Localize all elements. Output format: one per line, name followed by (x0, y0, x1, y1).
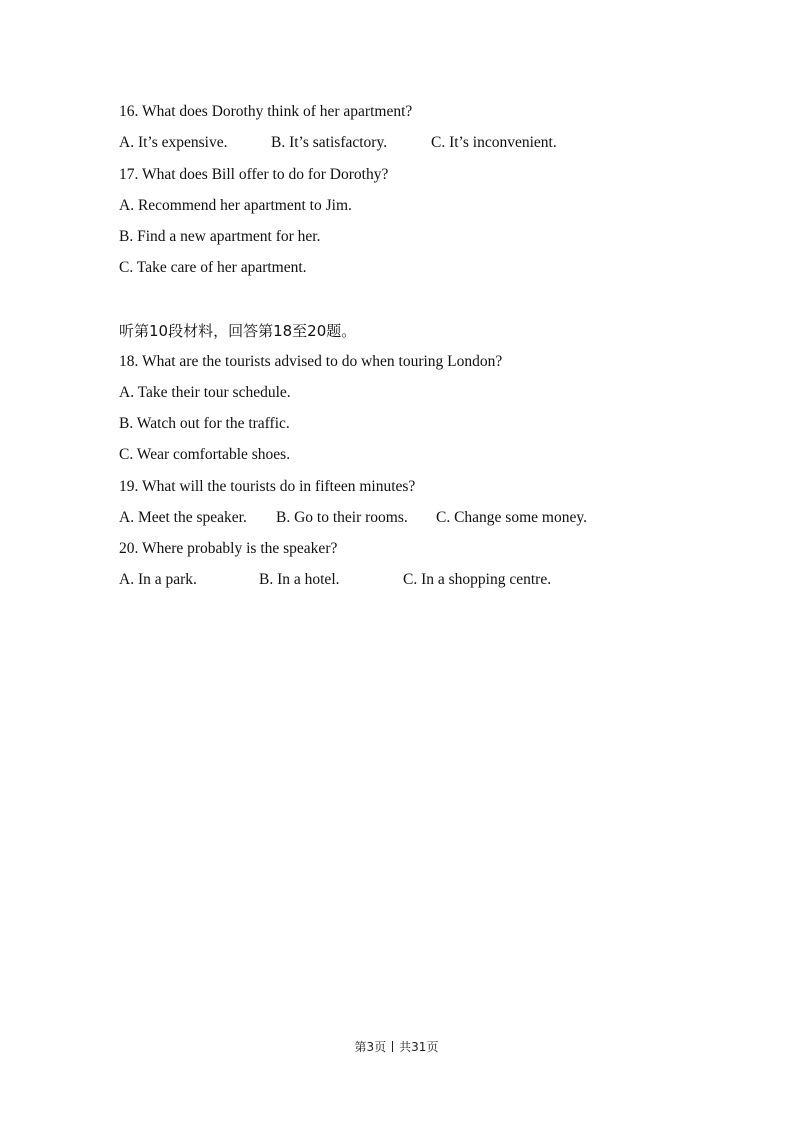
question-20-option-c: C. In a shopping centre. (403, 571, 552, 588)
question-20-option-b: B. In a hotel. (259, 571, 340, 588)
question-16-option-c: C. It’s inconvenient. (431, 134, 557, 151)
question-18-option-b: B. Watch out for the traffic. (119, 415, 290, 432)
question-20-option-a: A. In a park. (119, 571, 197, 588)
question-18: 18. What are the tourists advised to do when touring London? (119, 353, 503, 370)
question-20: 20. Where probably is the speaker? (119, 540, 338, 557)
question-18-option-a: A. Take their tour schedule. (119, 384, 291, 401)
question-17-option-b: B. Find a new apartment for her. (119, 228, 321, 245)
page-footer (0, 1039, 793, 1055)
section-instruction: 听第10段材料，回答第18至20题。 (119, 322, 357, 340)
question-17: 17. What does Bill offer to do for Dorothy? (119, 166, 389, 183)
page-number: 第3页 (354, 1040, 387, 1054)
question-17-option-a: A. Recommend her apartment to Jim. (119, 197, 352, 214)
question-16-option-b: B. It’s satisfactory. (271, 134, 388, 151)
question-19-option-a: A. Meet the speaker. (119, 509, 247, 526)
footer-divider (392, 1041, 393, 1052)
question-19-option-b: B. Go to their rooms. (276, 509, 408, 526)
page-total: 共31页 (399, 1040, 439, 1054)
question-16: 16. What does Dorothy think of her apartment? (119, 103, 413, 120)
question-19: 19. What will the tourists do in fifteen minutes? (119, 478, 416, 495)
question-18-option-c: C. Wear comfortable shoes. (119, 446, 291, 463)
question-19-option-c: C. Change some money. (436, 509, 587, 526)
question-16-option-a: A. It’s expensive. (119, 134, 228, 151)
question-17-option-c: C. Take care of her apartment. (119, 259, 307, 276)
